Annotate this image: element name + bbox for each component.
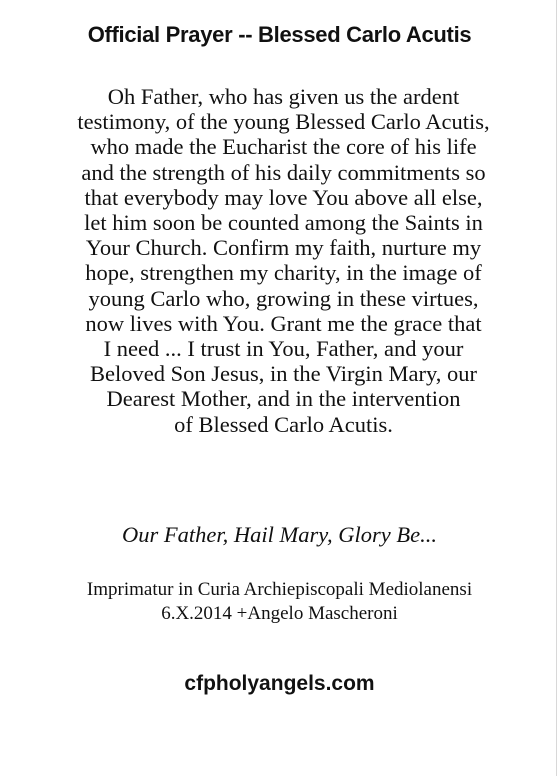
prayer-line: hope, strengthen my charity, in the image of [85, 260, 482, 286]
website-text: cfpholyangels.com [184, 672, 375, 695]
prayer-line: of Blessed Carlo Acutis. [174, 411, 393, 437]
prayer-line: let him soon be counted among the Saints in [84, 210, 483, 236]
prayer-line: who made the Eucharist the core of his life [90, 134, 477, 160]
imprimatur-line: 6.X.2014 +Angelo Mascheroni [161, 603, 398, 624]
prayer-line: I need ... I trust in You, Father, and your [103, 336, 464, 362]
prayer-line: Your Church. Confirm my faith, nurture my [85, 235, 482, 261]
prayer-text [38, 84, 529, 437]
prayer-line: Oh Father, who has given us the ardent [107, 84, 460, 109]
prayer-line: young Carlo who, growing in these virtues, [88, 285, 479, 311]
prayer-line: that everybody may love You above all else, [84, 184, 483, 210]
prayer-line: now lives with You. Grant me the grace that [85, 310, 482, 336]
page-title: Official Prayer -- Blessed Carlo Acutis [87, 22, 472, 47]
prayer-line: Beloved Son Jesus, in the Virgin Mary, our [90, 361, 477, 387]
prayer-line: and the strength of his daily commitments so [81, 159, 486, 185]
imprimatur [0, 578, 559, 626]
imprimatur-line: Imprimatur in Curia Archiepiscopali Mediolanensi [86, 579, 473, 600]
closing-prayers: Our Father, Hail Mary, Glory Be... [122, 522, 437, 547]
prayer-line: Dearest Mother, and in the intervention [106, 386, 461, 412]
prayer-line: testimony, of the young Blessed Carlo Acutis, [77, 109, 490, 135]
